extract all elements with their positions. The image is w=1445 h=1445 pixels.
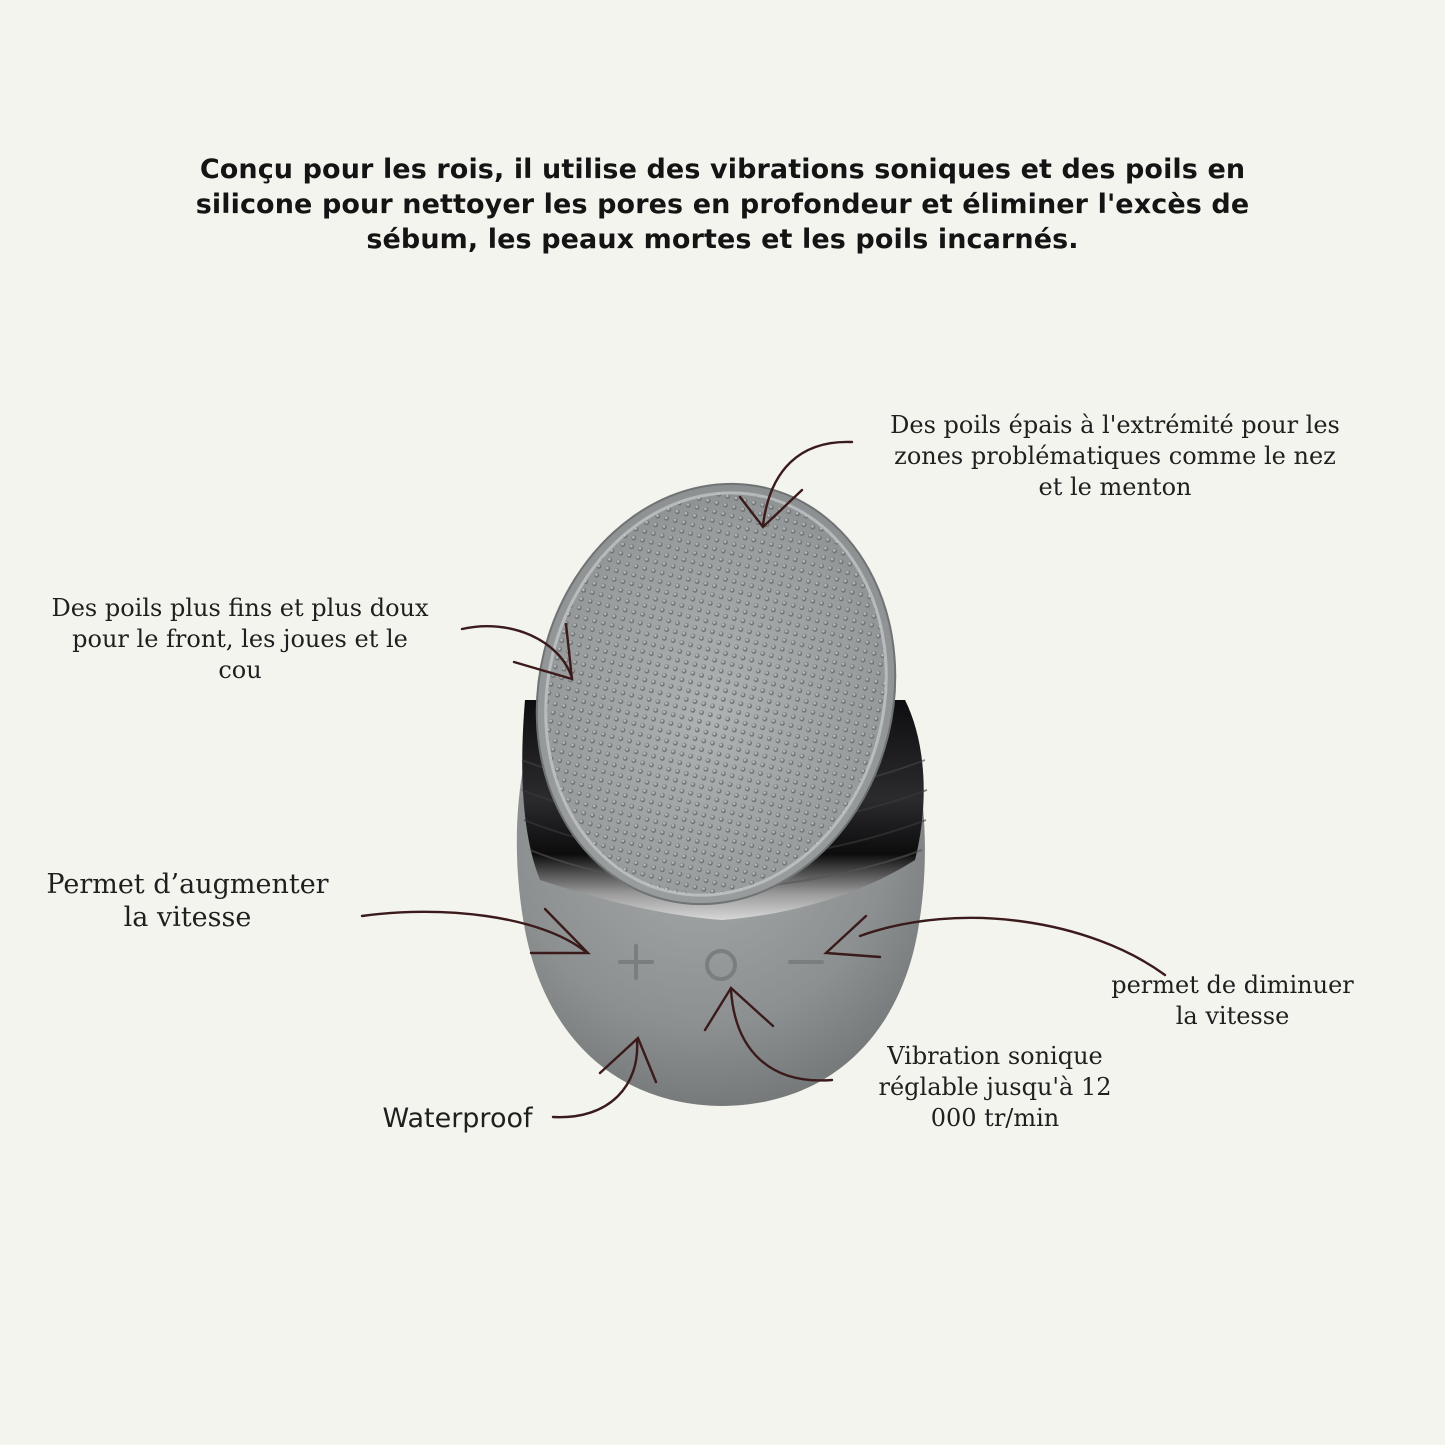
callout-increase-speed-line-1: Permet d’augmenter [46, 869, 329, 900]
headline-line-1: Conçu pour les rois, il utilise des vibrations soniques et des poils en [199, 154, 1246, 185]
callout-sonic-vibration-line-3: 000 tr/min [930, 1104, 1060, 1132]
callout-increase-speed [30, 868, 345, 934]
callout-sonic-vibration-line-1: Vibration sonique [887, 1042, 1103, 1070]
callout-fine-bristles-line-1: Des poils plus fins et plus doux [51, 594, 429, 622]
callout-thick-bristles-line-2: zones problématiques comme le nez [894, 442, 1336, 470]
headline-line-3: sébum, les peaux mortes et les poils incarnés. [366, 224, 1079, 255]
callout-waterproof-label: Waterproof [382, 1103, 533, 1134]
callout-thick-bristles [860, 410, 1370, 503]
callout-waterproof [365, 1103, 550, 1134]
callout-fine-bristles-line-3: cou [218, 656, 262, 684]
callout-sonic-vibration-line-2: réglable jusqu'à 12 [878, 1073, 1112, 1101]
callout-increase-speed-line-2: la vitesse [123, 902, 252, 933]
callout-thick-bristles-line-1: Des poils épais à l'extrémité pour les [890, 411, 1340, 439]
callout-decrease-speed-line-2: la vitesse [1175, 1002, 1290, 1030]
callout-fine-bristles [20, 593, 460, 686]
callout-decrease-speed-line-1: permet de diminuer [1111, 971, 1354, 999]
callout-fine-bristles-line-2: pour le front, les joues et le [72, 625, 408, 653]
headline-line-2: silicone pour nettoyer les pores en profondeur et éliminer l'excès de [195, 189, 1250, 220]
callout-decrease-speed [1095, 970, 1370, 1032]
callout-thick-bristles-line-3: et le menton [1038, 473, 1192, 501]
callout-sonic-vibration [855, 1041, 1135, 1134]
